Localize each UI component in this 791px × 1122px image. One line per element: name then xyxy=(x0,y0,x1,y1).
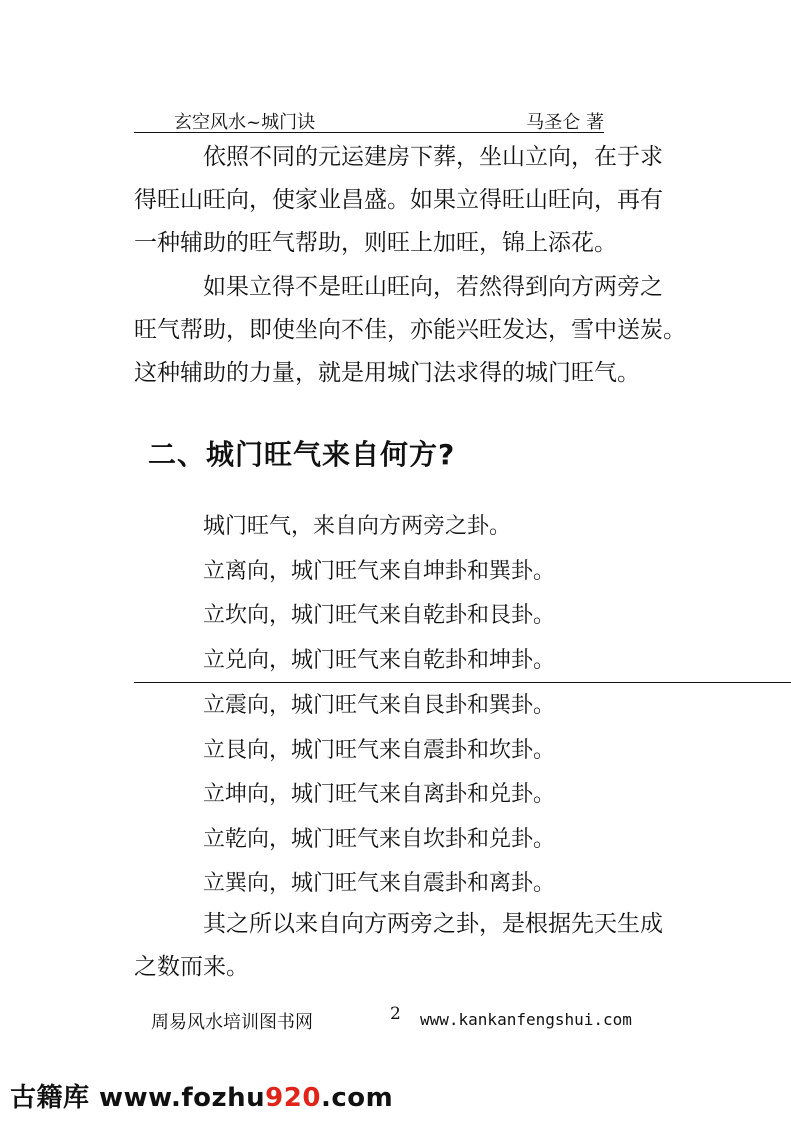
page-divider xyxy=(134,682,791,683)
list-item: 立震向，城门旺气来自艮卦和巽卦。 xyxy=(203,693,556,718)
direction-list-top xyxy=(203,505,555,683)
footer-publisher: 周易风水培训图书网 xyxy=(151,1012,313,1033)
text-line: 依照不同的元运建房下葬，坐山立向，在于求 xyxy=(203,144,663,170)
list-item: 立巽向，城门旺气来自震卦和离卦。 xyxy=(203,871,556,896)
list-item: 立兑向，城门旺气来自乾卦和坤卦。 xyxy=(203,647,556,673)
text-line: 之数而来。 xyxy=(134,954,249,980)
page-number: 2 xyxy=(390,1004,401,1024)
text-line: 得旺山旺向，使家业昌盛。如果立得旺山旺向，再有 xyxy=(134,187,663,213)
text-line: 这种辅助的力量，就是用城门法求得的城门旺气。 xyxy=(134,360,640,386)
intro-paragraph-1 xyxy=(134,136,674,265)
list-item: 立艮向，城门旺气来自震卦和坎卦。 xyxy=(203,737,556,763)
watermark-number: 920 xyxy=(265,1083,321,1113)
list-item: 立坎向，城门旺气来自乾卦和艮卦。 xyxy=(203,603,556,628)
book-title: 玄空风水~城门诀 xyxy=(174,112,316,133)
text-line: 一种辅助的旺气帮助，则旺上加旺，锦上添花。 xyxy=(134,230,617,256)
text-line: 旺气帮助，即使坐向不佳，亦能兴旺发达，雪中送炭。 xyxy=(134,317,686,343)
intro-paragraph-2 xyxy=(134,266,686,395)
site-watermark xyxy=(10,1077,393,1114)
closing-paragraph xyxy=(134,903,674,989)
list-item: 立乾向，城门旺气来自坎卦和兑卦。 xyxy=(203,826,556,852)
list-item: 立坤向，城门旺气来自离卦和兑卦。 xyxy=(203,782,556,807)
section-heading: 二、城门旺气来自何方? xyxy=(148,438,456,471)
list-item: 城门旺气，来自向方两旁之卦。 xyxy=(203,514,512,539)
text-line: 如果立得不是旺山旺向，若然得到向方两旁之 xyxy=(203,274,663,300)
page-header xyxy=(134,108,604,133)
watermark-suffix: .com xyxy=(320,1083,394,1113)
book-author: 马圣仑 著 xyxy=(526,112,604,133)
list-item: 立离向，城门旺气来自坤卦和巽卦。 xyxy=(203,558,556,584)
text-line: 其之所以来自向方两旁之卦，是根据先天生成 xyxy=(203,911,663,937)
watermark-text: 古籍库 www.fozhu xyxy=(10,1083,266,1113)
direction-list-bottom xyxy=(203,684,555,907)
footer-url: www.kankanfengshui.com xyxy=(420,1010,632,1029)
